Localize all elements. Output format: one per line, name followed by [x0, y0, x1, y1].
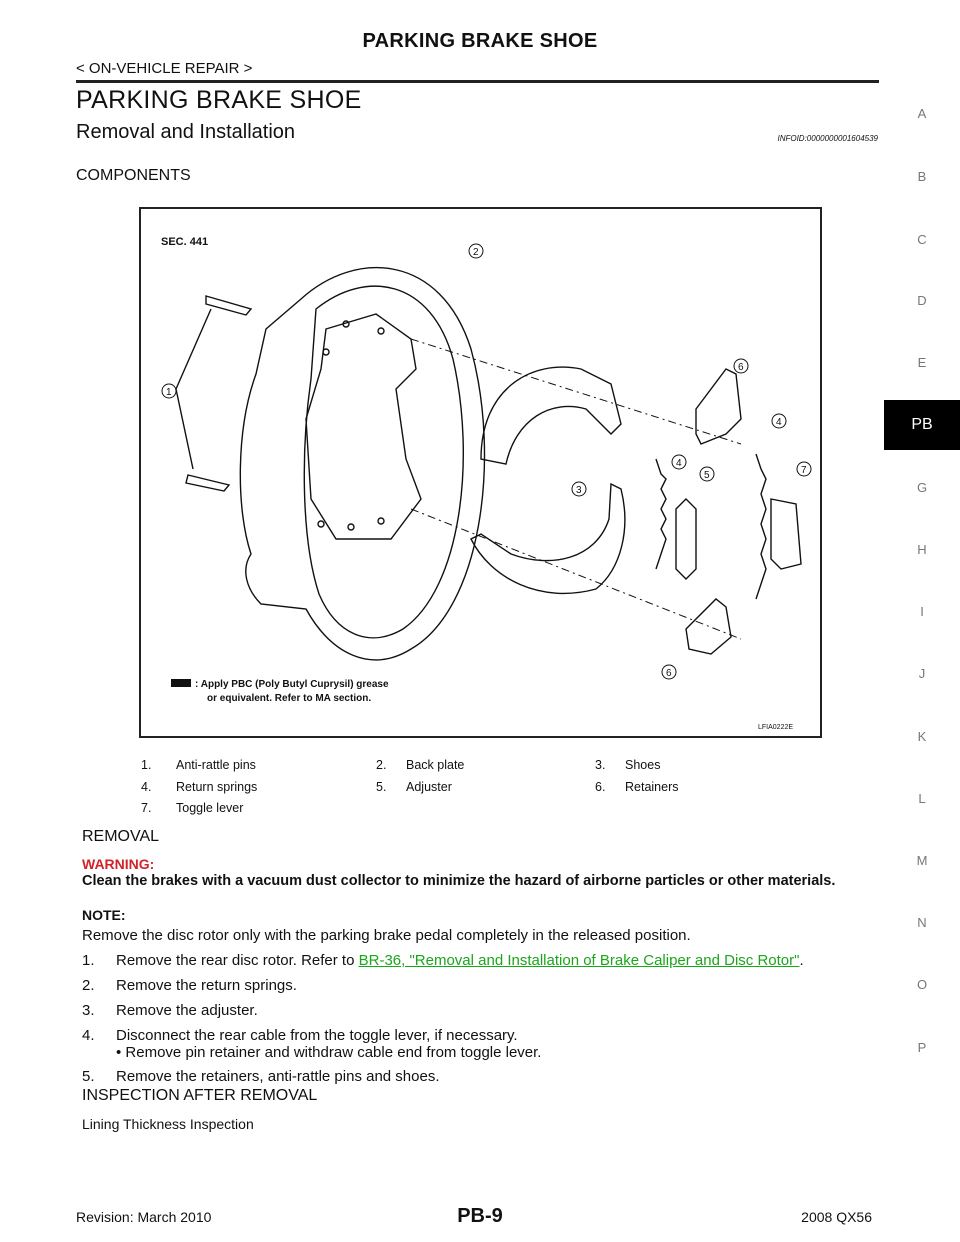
svg-text:6: 6 [666, 668, 672, 679]
step-number: 2. [82, 977, 95, 994]
callout-5 [700, 467, 714, 481]
page-number: PB-9 [457, 1205, 503, 1227]
lining-thickness-heading: Lining Thickness Inspection [82, 1116, 254, 1132]
model-text: 2008 QX56 [801, 1209, 872, 1225]
step-text: Remove the retainers, anti-rattle pins and shoes. [116, 1068, 440, 1085]
return-spring-left [656, 459, 666, 569]
step-text: Remove the adjuster. [116, 1002, 258, 1019]
br-36-link[interactable]: BR-36, "Removal and Installation of Brake Caliper and Disc Rotor" [358, 952, 800, 969]
legend-label: Return springs [176, 780, 258, 794]
callout-7 [797, 462, 811, 476]
legend-num: 1. [141, 758, 152, 772]
callout-2 [469, 244, 483, 258]
legend-label: Back plate [406, 758, 465, 772]
callout-4b [672, 455, 686, 469]
toggle-lever [771, 499, 801, 569]
legend-num: 2. [376, 758, 387, 772]
tab-d[interactable]: D [917, 293, 927, 308]
subsection-title: Removal and Installation [76, 121, 296, 143]
retainer-upper [696, 369, 741, 444]
header-divider [76, 80, 879, 83]
callout-3 [572, 482, 586, 496]
callout-6 [734, 359, 748, 373]
back-plate-center [306, 314, 421, 539]
section-tabs [884, 0, 960, 1242]
legend-num: 3. [595, 758, 606, 772]
anti-rattle-pin-lower [186, 475, 229, 491]
section-title: PARKING BRAKE SHOE [76, 86, 362, 114]
back-plate-inner [304, 286, 463, 638]
components-figure [139, 207, 822, 738]
warning-label: WARNING: [82, 856, 155, 872]
tab-n[interactable]: N [917, 915, 927, 930]
step-number: 5. [82, 1068, 95, 1085]
shoe-upper [481, 367, 621, 464]
removal-step-2 [82, 977, 297, 994]
removal-step-1 [82, 952, 804, 969]
tab-c[interactable]: C [917, 232, 927, 247]
brake-exploded-diagram [141, 209, 820, 736]
adjuster [676, 499, 696, 579]
legend-label: Anti-rattle pins [176, 758, 256, 772]
tab-h[interactable]: H [917, 542, 927, 557]
tab-g[interactable]: G [916, 480, 928, 495]
figure-id: LFIA0222E [758, 724, 794, 731]
removal-heading: REMOVAL [82, 828, 160, 845]
step-number: 1. [82, 952, 95, 969]
svg-text:2: 2 [473, 247, 479, 258]
revision-text: Revision: March 2010 [76, 1209, 212, 1225]
svg-text:7: 7 [801, 465, 807, 476]
note-text: Remove the disc rotor only with the parking brake pedal completely in the released position. [82, 927, 691, 944]
callout-1 [162, 384, 176, 398]
tab-pb-active[interactable]: PB [884, 400, 960, 450]
step-text: Disconnect the rear cable from the toggle lever, if necessary. [116, 1027, 518, 1044]
legend-label: Retainers [625, 780, 679, 794]
anti-rattle-pin-upper [206, 296, 251, 315]
tab-a[interactable]: A [917, 106, 927, 121]
tab-p[interactable]: P [917, 1040, 927, 1055]
legend-num: 6. [595, 780, 606, 794]
svg-text:6: 6 [738, 362, 744, 373]
callout-4 [772, 414, 786, 428]
grease-icon [171, 679, 191, 687]
legend-num: 7. [141, 801, 152, 815]
svg-text:1: 1 [166, 387, 172, 398]
shoe-lower [471, 484, 625, 593]
tab-k[interactable]: K [917, 729, 927, 744]
document-title: PARKING BRAKE SHOE [362, 30, 598, 52]
return-spring-right [756, 454, 766, 599]
back-plate-outline [240, 268, 484, 660]
tab-i[interactable]: I [920, 604, 924, 619]
legend-num: 5. [376, 780, 387, 794]
svg-text:3: 3 [576, 485, 582, 496]
inspection-heading: INSPECTION AFTER REMOVAL [82, 1087, 318, 1104]
svg-text:4: 4 [676, 458, 682, 469]
legend-label: Adjuster [406, 780, 452, 794]
step-text: Remove the return springs. [116, 977, 297, 994]
tab-e[interactable]: E [917, 355, 927, 370]
step-text-end: . [799, 952, 804, 969]
svg-text:5: 5 [704, 470, 710, 481]
tab-m[interactable]: M [916, 853, 928, 868]
legend-label: Shoes [625, 758, 661, 772]
callout-6b [662, 665, 676, 679]
note-label: NOTE: [82, 907, 126, 923]
tab-b[interactable]: B [917, 169, 927, 184]
components-heading: COMPONENTS [76, 167, 191, 184]
step-number: 3. [82, 1002, 95, 1019]
breadcrumb: < ON-VEHICLE REPAIR > [76, 60, 253, 77]
sec-label: SEC. 441 [161, 236, 209, 248]
warning-text: Clean the brakes with a vacuum dust collector to minimize the hazard of airborne particles or other materials. [82, 873, 836, 889]
tab-j[interactable]: J [918, 666, 926, 681]
step-number: 4. [82, 1027, 95, 1044]
removal-step-3 [82, 1002, 258, 1019]
legend-label: Toggle lever [176, 801, 244, 815]
step-text: Remove the rear disc rotor. Refer to [116, 952, 359, 969]
removal-step-4 [82, 1027, 518, 1044]
grease-note-line1: : Apply PBC (Poly Butyl Cuprysil) grease [195, 679, 389, 690]
removal-step-5 [82, 1068, 440, 1085]
legend-num: 4. [141, 780, 152, 794]
info-id: INFOID:0000000001604539 [777, 134, 878, 143]
svg-text:4: 4 [776, 417, 782, 428]
tab-o[interactable]: O [916, 977, 928, 992]
tab-l[interactable]: L [918, 791, 926, 806]
grease-note-line2: or equivalent. Refer to MA section. [207, 693, 372, 704]
removal-step-4-sub: • Remove pin retainer and withdraw cable end from toggle lever. [116, 1044, 542, 1061]
